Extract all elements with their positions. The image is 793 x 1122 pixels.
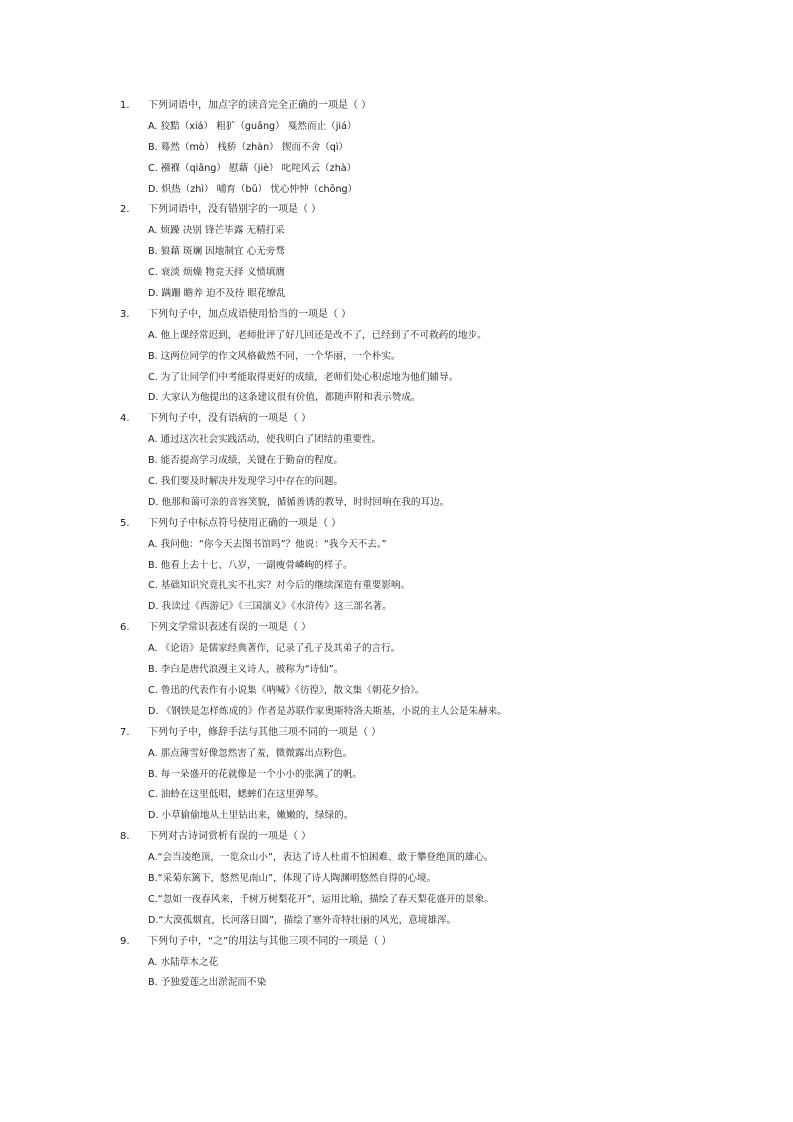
answer-option-text: D. 小草偷偷地从土里钻出来，嫩嫩的，绿绿的。	[148, 810, 354, 822]
question-header	[0, 200, 793, 221]
answer-option-text: B. 李白是唐代浪漫主义诗人，被称为“诗仙”。	[148, 664, 344, 676]
answer-option-text: C. 基础知识究竟扎实不扎实？对今后的继续深造有重要影响。	[148, 580, 411, 592]
answer-option	[0, 911, 793, 932]
answer-option	[0, 953, 793, 974]
answer-option	[0, 326, 793, 347]
answer-option-text: B. 他看上去十七、八岁，一副瘦骨嶙峋的样子。	[148, 559, 353, 571]
answer-option-text: C. 为了让同学们中考能取得更好的成绩，老师们处心积虑地为他们辅导。	[148, 371, 459, 383]
answer-option-text: D. 蹒跚 瞻养 迫不及待 眼花缭乱	[148, 288, 286, 300]
answer-option-text: D.“大漠孤烟直，长河落日圆”，描绘了塞外奇特壮丽的风光，意境雄浑。	[148, 914, 457, 926]
answer-option	[0, 221, 793, 242]
answer-option-text: A.“会当凌绝顶，一览众山小”，表达了诗人杜甫不怕困难、敢于攀登绝顶的雄心。	[148, 852, 494, 864]
answer-option-text: D. 他那和蔼可亲的音容笑貌，循循善诱的教导，时时回响在我的耳边。	[148, 496, 450, 508]
answer-option	[0, 890, 793, 911]
answer-option	[0, 848, 793, 869]
answer-option-text: D. 大家认为他提出的这条建议很有价值，都随声附和表示赞成。	[148, 392, 421, 404]
answer-option	[0, 973, 793, 994]
answer-option-text: B. 蓦然（mò） 栈桥（zhàn） 锲而不舍（qì）	[148, 141, 349, 153]
answer-option	[0, 388, 793, 409]
answer-option-text: B. 能否提高学习成绩，关键在于勤奋的程度。	[148, 455, 343, 467]
answer-option-text: C. 鲁迅的代表作有小说集《呐喊》《彷徨》，散文集《朝花夕拾》。	[148, 684, 425, 696]
answer-option-text: D. 我读过《西游记》《三国演义》《水浒传》这三部名著。	[148, 601, 392, 613]
answer-option	[0, 451, 793, 472]
question-5	[0, 514, 793, 618]
answer-option-text: B.“采菊东篱下，悠然见南山”，体现了诗人陶渊明悠然自得的心境。	[148, 872, 437, 884]
question-number: 1.	[120, 100, 130, 111]
answer-option-text: C. 我们要及时解决并发现学习中存在的问题。	[148, 476, 344, 488]
answer-option	[0, 535, 793, 556]
question-9	[0, 932, 793, 995]
question-list	[0, 96, 793, 994]
answer-option	[0, 138, 793, 159]
answer-option	[0, 597, 793, 618]
question-number: 8.	[120, 831, 130, 843]
answer-option	[0, 785, 793, 806]
answer-option	[0, 263, 793, 284]
question-8	[0, 827, 793, 931]
answer-option-text: B. 每一朵盛开的花就像是一个小小的张满了的帆。	[148, 768, 363, 780]
question-header	[0, 409, 793, 430]
answer-option-text: A. 他上课经常迟到，老师批评了好几回还是改不了，已经到了不可救药的地步。	[148, 329, 487, 341]
question-header	[0, 305, 793, 326]
answer-option-text: C. 衰淡 烦燥 物竞天择 义愤填膺	[148, 267, 286, 279]
question-stem: 下列句子中，加点成语使用恰当的一项是（ ）	[148, 308, 352, 320]
question-number: 6.	[120, 622, 130, 634]
answer-option-text: C.“忽如一夜春风来，千树万树梨花开”，运用比喻，描绘了春天梨花盛开的景象。	[148, 893, 494, 905]
answer-option-text: A. 狡黠（xiá） 粗犷（guǎng） 戛然而止（jiá）	[148, 120, 357, 132]
answer-option	[0, 576, 793, 597]
answer-option	[0, 869, 793, 890]
answer-option	[0, 681, 793, 702]
question-stem: 下列句子中，修辞手法与其他三项不同的一项是（ ）	[148, 726, 382, 738]
answer-option	[0, 430, 793, 451]
question-stem: 下列词语中，加点字的读音完全正确的一项是（ ）	[148, 100, 372, 111]
answer-option-text: B. 这两位同学的作文风格截然不同，一个华丽，一个朴实。	[148, 350, 401, 362]
answer-option-text: A. 烦躁 决别 锋芒毕露 无精打采	[148, 225, 285, 237]
question-stem: 下列词语中，没有错别字的一项是（ ）	[148, 204, 322, 216]
question-header	[0, 932, 793, 953]
question-7	[0, 723, 793, 827]
answer-option-text: B. 予独爱莲之出淤泥而不染	[148, 977, 267, 989]
question-stem: 下列文学常识表述有误的一项是（ ）	[148, 622, 312, 634]
answer-option-text: C. 襁褓（qiǎng） 慰藉（jiè） 叱咤风云（zhà）	[148, 162, 357, 174]
question-stem: 下列句子中，“之”的用法与其他三项不同的一项是（ ）	[148, 935, 392, 947]
answer-option	[0, 765, 793, 786]
answer-option	[0, 159, 793, 180]
answer-option-text: D. 炽热（zhì） 哺育（bǔ） 忧心忡忡（chōng）	[148, 183, 358, 195]
answer-option	[0, 472, 793, 493]
answer-option-text: A. 通过这次社会实践活动，使我明白了团结的重要性。	[148, 434, 382, 446]
question-number: 7.	[120, 726, 130, 738]
question-3	[0, 305, 793, 409]
question-header	[0, 827, 793, 848]
question-number: 5.	[120, 517, 130, 529]
answer-option	[0, 117, 793, 138]
answer-option	[0, 242, 793, 263]
answer-option	[0, 806, 793, 827]
answer-option-text: D. 《钢铁是怎样炼成的》作者是苏联作家奥斯特洛夫斯基，小说的主人公是朱赫来。	[148, 705, 507, 717]
question-stem: 下列句子中标点符号使用正确的一项是（ ）	[148, 517, 342, 529]
question-stem: 下列对古诗词赏析有误的一项是（ ）	[148, 831, 312, 843]
answer-option	[0, 368, 793, 389]
question-header	[0, 723, 793, 744]
question-number: 3.	[120, 308, 130, 320]
answer-option	[0, 347, 793, 368]
question-header	[0, 96, 793, 117]
question-6	[0, 618, 793, 722]
question-header	[0, 514, 793, 535]
question-header	[0, 618, 793, 639]
answer-option-text: A. 水陆草木之花	[148, 956, 219, 968]
answer-option-text: C. 油蛉在这里低唱，蟋蟀们在这里弹琴。	[148, 789, 324, 801]
answer-option-text: B. 狼藉 斑斓 因地制宜 心无旁骛	[148, 246, 285, 258]
answer-option	[0, 660, 793, 681]
answer-option	[0, 180, 793, 201]
answer-option	[0, 284, 793, 305]
question-number: 4.	[120, 413, 130, 425]
answer-option-text: A. 《论语》是儒家经典著作，记录了孔子及其弟子的言行。	[148, 643, 401, 655]
answer-option-text: A. 我问他：“你今天去图书馆吗”？他说：“我今天不去。”	[148, 538, 387, 550]
question-4	[0, 409, 793, 513]
question-2	[0, 200, 793, 304]
answer-option	[0, 639, 793, 660]
question-stem: 下列句子中，没有语病的一项是（ ）	[148, 413, 312, 425]
answer-option	[0, 493, 793, 514]
answer-option	[0, 556, 793, 577]
answer-option-text: A. 那点薄雪好像忽然害了羞，微微露出点粉色。	[148, 747, 353, 759]
question-1	[0, 96, 793, 200]
answer-option	[0, 744, 793, 765]
question-number: 2.	[120, 204, 130, 216]
question-number: 9.	[120, 935, 130, 947]
answer-option	[0, 702, 793, 723]
